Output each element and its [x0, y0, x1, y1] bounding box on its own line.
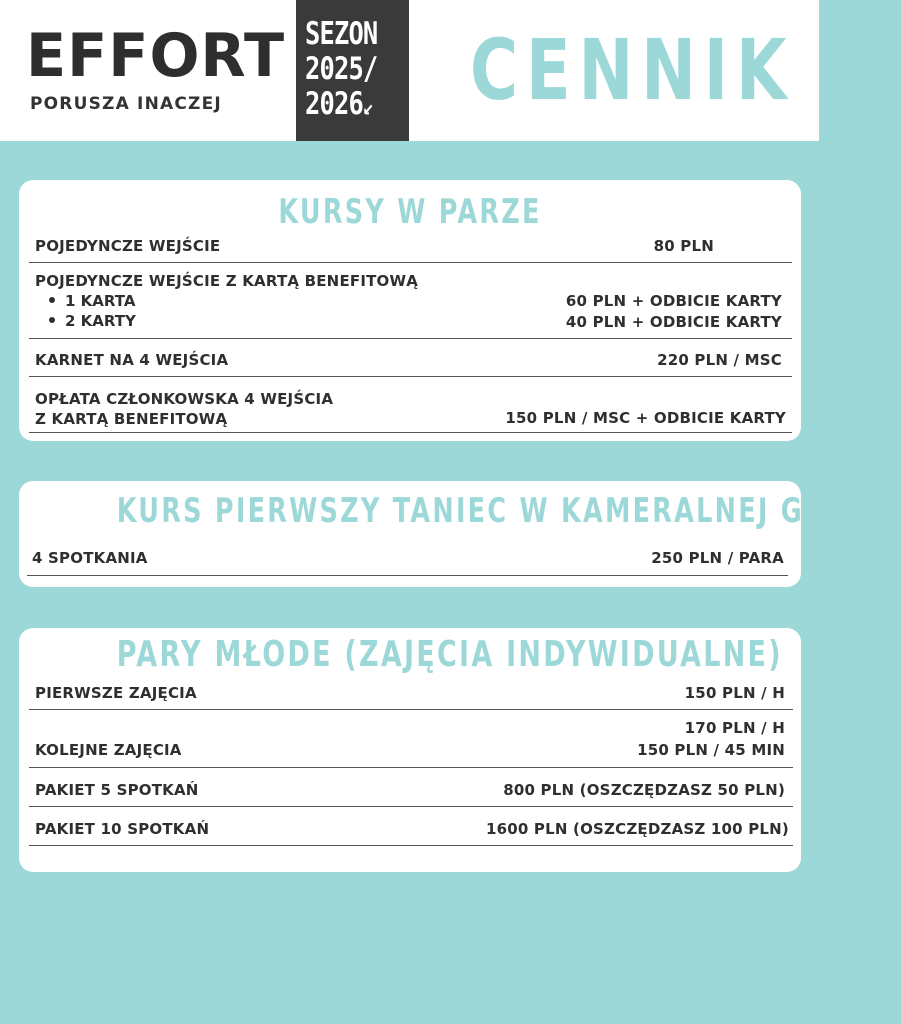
price-row-4-meetings: [27, 544, 788, 576]
section-title: KURS PIERWSZY TANIEC W KAMERALNEJ GRUPIE: [116, 491, 901, 531]
logo: [26, 21, 286, 114]
price-value: 40 PLN + ODBICIE KARTY: [565, 313, 782, 331]
price-row-first-class: [29, 682, 793, 710]
section-title: PARY MŁODE (ZAJĘCIA INDYWIDUALNE): [116, 634, 783, 675]
season-year-start: 2025/: [305, 50, 378, 87]
price-value: 60 PLN + ODBICIE KARTY: [565, 292, 782, 310]
price-value: 250 PLN / PARA: [651, 549, 784, 567]
price-value: 150 PLN / 45 MIN: [637, 741, 785, 759]
price-row-single: [29, 236, 792, 263]
logo-tagline: PORUSZA INACZEJ: [30, 94, 222, 114]
price-label: PAKIET 5 SPOTKAŃ: [35, 781, 199, 799]
section-title: KURSY W PARZE: [278, 192, 542, 232]
price-label: 4 SPOTKANIA: [32, 549, 148, 567]
price-value: 150 PLN / H: [684, 684, 785, 702]
price-label: POJEDYNCZE WEJŚCIE: [35, 237, 221, 255]
price-value: 170 PLN / H: [684, 719, 785, 737]
price-label: KARNET NA 4 WEJŚCIA: [35, 351, 229, 369]
price-value: 80 PLN: [653, 237, 714, 255]
bullet-item: 2 KARTY: [49, 311, 136, 331]
price-value: 1600 PLN (OSZCZĘDZASZ 100 PLN): [485, 820, 789, 838]
price-value: 800 PLN (OSZCZĘDZASZ 50 PLN): [503, 781, 785, 799]
price-value: 220 PLN / MSC: [657, 351, 782, 369]
price-row-next-class: [29, 710, 793, 768]
season-year-end: 2026↙: [305, 85, 373, 122]
price-row-pass: [29, 339, 792, 377]
price-label: POJEDYNCZE WEJŚCIE Z KARTĄ BENEFITOWĄ: [35, 272, 419, 290]
price-row-membership: [29, 377, 792, 433]
card-pierwszy-taniec: [19, 481, 901, 587]
bullet-item: 1 KARTA: [49, 291, 135, 311]
price-row-benefit: [29, 263, 792, 339]
header: [0, 0, 819, 141]
price-label: OPŁATA CZŁONKOWSKA 4 WEJŚCIA: [35, 390, 334, 408]
page-title: CENNIK: [470, 21, 795, 119]
season-badge: [296, 0, 409, 141]
price-row-pack-5: [29, 768, 793, 807]
price-row-pack-10: [29, 807, 793, 846]
price-label: PAKIET 10 SPOTKAŃ: [35, 820, 210, 838]
price-label: Z KARTĄ BENEFITOWĄ: [35, 410, 228, 428]
arrow-down-left-icon: ↙: [362, 94, 373, 120]
logo-wordmark: EFFORT: [26, 21, 286, 91]
card-pary-mlode: [19, 628, 801, 872]
season-label: SEZON: [305, 15, 378, 52]
price-label: PIERWSZE ZAJĘCIA: [35, 684, 197, 702]
price-value: 150 PLN / MSC + ODBICIE KARTY: [505, 409, 786, 427]
price-label: KOLEJNE ZAJĘCIA: [35, 741, 182, 759]
card-kursy-w-parze: [19, 180, 801, 441]
